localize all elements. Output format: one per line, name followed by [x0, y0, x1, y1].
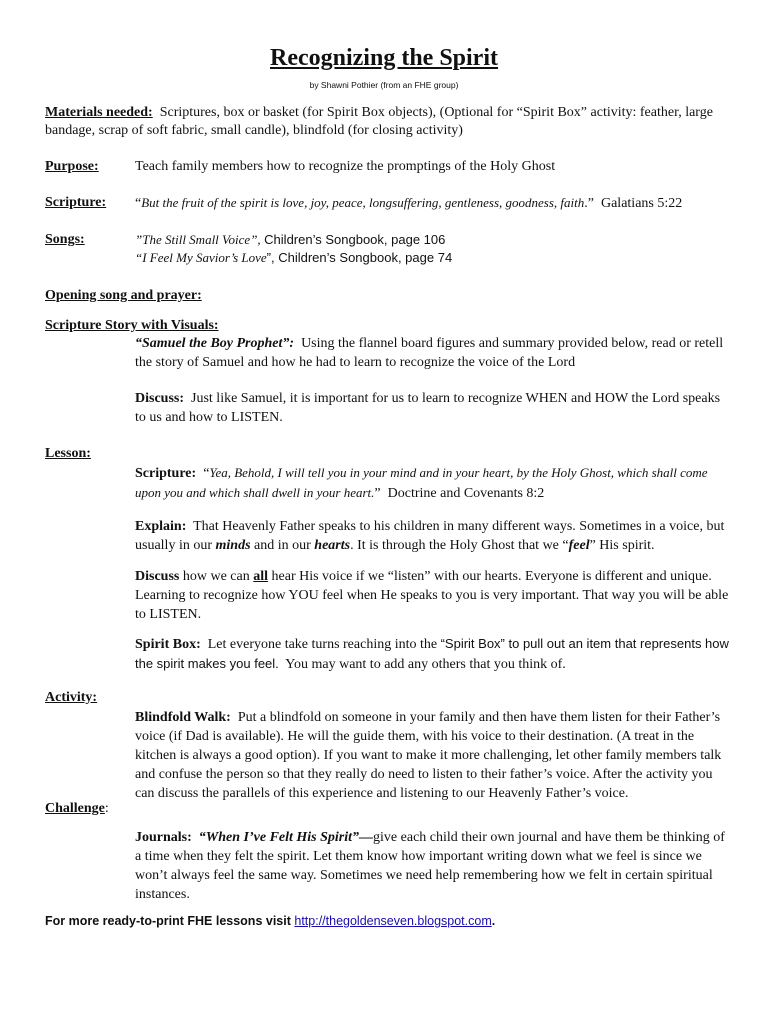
spirit-box-text: Let everyone take turns reaching into the — [207, 637, 438, 652]
lesson-scripture-close: ” — [374, 486, 381, 501]
challenge-colon: : — [104, 801, 109, 816]
song-title: “I Feel My Savior’s Love — [135, 250, 267, 265]
scripture-quote: But the fruit of the spirit is love, joy, peace, longsuffering, gentleness, goodness, faith — [141, 195, 585, 210]
challenge-heading — [45, 800, 109, 818]
lesson-explain-paragraph — [135, 517, 730, 555]
purpose-text: Teach family members how to recognize the promptings of the Holy Ghost — [135, 159, 556, 174]
journals-text: give each child their own journal and have them be thinking of a time when they felt the spirit. Let them know how important writing down what we feel is since we won’t always feel the same way. Sometimes we need help remembering how we felt in certain spiritual instances. — [135, 830, 725, 902]
opening-heading — [45, 287, 202, 305]
challenge-label: Challenge — [45, 801, 105, 816]
scripture-close: .” — [584, 196, 594, 211]
materials-section — [45, 104, 735, 140]
story-text: Using the flannel board figures and summary provided below, read or retell the story of Samuel and how he had to learn to recognize the voice of the Lord — [135, 336, 724, 370]
story-discuss-label: Discuss: — [135, 391, 185, 406]
explain-hearts: hearts — [314, 538, 351, 553]
lesson-discuss-label: Discuss — [135, 569, 180, 584]
explain-label: Explain: — [135, 519, 187, 534]
lesson-scripture-open: “ — [203, 466, 210, 481]
scripture-ref: Galatians 5:22 — [600, 196, 683, 211]
purpose-label: Purpose: — [45, 159, 99, 174]
lesson-scripture-ref: Doctrine and Covenants 8:2 — [387, 486, 545, 501]
activity-label: Activity: — [45, 690, 98, 705]
journals-paragraph — [135, 828, 730, 904]
activity-text: Put a blindfold on someone in your family and then have them listen for their Father’s voice (if Dad is available). He will the guide them, with his voice to their destination. (A treat in the kitchen is always a good option). If you want to make it more challenging, let other family members talk and confuse the person so that they really do need to listen to their father’s voice. After the activity you can discuss the parallels of this experience and listening to our Heavenly Father’s voice. — [135, 710, 722, 801]
lesson-label: Lesson: — [45, 446, 91, 461]
scripture-open-quote: “ — [135, 196, 142, 211]
activity-heading — [45, 689, 97, 707]
materials-text: Scriptures, box or basket (for Spirit Box objects), (Optional for “Spirit Box” activity: feather, large bandage, scrap of soft fabric, small candle), blindfold (for closing activity) — [45, 105, 713, 138]
page-title: Recognizing the Spirit — [270, 45, 498, 71]
materials-label: Materials needed: — [45, 105, 153, 120]
spirit-box-label: Spirit Box: — [135, 637, 201, 652]
spirit-box-text: “Spirit Box” to pull out an item that represents how the spirit makes you feel. — [135, 636, 729, 671]
discuss-all: all — [253, 569, 269, 584]
story-discuss-text: Just like Samuel, it is important for us to learn to recognize WHEN and HOW the Lord speaks to us and how to LISTEN. — [135, 391, 721, 425]
song-item-2 — [135, 249, 452, 268]
story-title: “Samuel the Boy Prophet”: — [135, 336, 295, 351]
lesson-discuss-paragraph — [135, 567, 730, 624]
opening-label: Opening song and prayer: — [45, 288, 202, 303]
explain-text: That Heavenly Father speaks to his children in many different ways. Sometimes in a voice, but usually in our — [135, 519, 725, 553]
song-source: Children’s Songbook, page 106 — [264, 232, 446, 247]
story-heading — [45, 317, 219, 335]
footer-text: For more ready-to-print FHE lessons visit — [45, 914, 291, 928]
activity-title: Blindfold Walk: — [135, 710, 231, 725]
journals-title: “When I’ve Felt His Spirit”— — [198, 830, 374, 845]
scripture-label-wrap — [45, 194, 106, 212]
explain-text: ” His spirit. — [589, 538, 655, 553]
lesson-heading — [45, 445, 91, 463]
story-label: Scripture Story with Visuals: — [45, 318, 219, 333]
lesson-scripture-paragraph — [135, 463, 730, 503]
lesson-scripture-quote: Yea, Behold, I will tell you in your mind and in your heart, by the Holy Ghost, which shall come upon you and which shall dwell in your heart. — [135, 465, 708, 500]
songs-label-wrap — [45, 231, 85, 249]
footer — [45, 914, 495, 928]
activity-paragraph — [135, 708, 730, 803]
spirit-box-text: You may want to add any others that you think of. — [285, 657, 566, 672]
purpose-label-wrap — [45, 158, 99, 176]
scripture-line — [135, 194, 735, 213]
songs-label: Songs: — [45, 232, 85, 247]
song-item-1 — [135, 231, 445, 250]
song-title: ”The Still Small Voice”, — [135, 232, 261, 247]
journals-label: Journals: — [135, 830, 192, 845]
explain-text: and in our — [254, 538, 311, 553]
explain-minds: minds — [215, 538, 251, 553]
byline: by Shawni Pothier (from an FHE group) — [309, 80, 459, 90]
discuss-text: how we can — [182, 569, 250, 584]
explain-feel: feel — [568, 538, 590, 553]
explain-text: . It is through the Holy Ghost that we “ — [350, 538, 569, 553]
discuss-text: hear His voice if we “listen” with our hearts. Everyone is different and unique. Learning to recognize how YOU feel when He speaks to you is very important. That way you will be able to LISTEN. — [135, 569, 729, 622]
story-discuss-paragraph — [135, 389, 730, 427]
song-source: ”, Children’s Songbook, page 74 — [266, 250, 453, 265]
scripture-label: Scripture: — [45, 195, 107, 210]
story-paragraph — [135, 334, 730, 372]
footer-period: . — [491, 914, 496, 928]
lesson-scripture-label: Scripture: — [135, 466, 197, 481]
blog-link[interactable]: http://thegoldenseven.blogspot.com — [294, 914, 492, 928]
spirit-box-paragraph — [135, 634, 730, 674]
